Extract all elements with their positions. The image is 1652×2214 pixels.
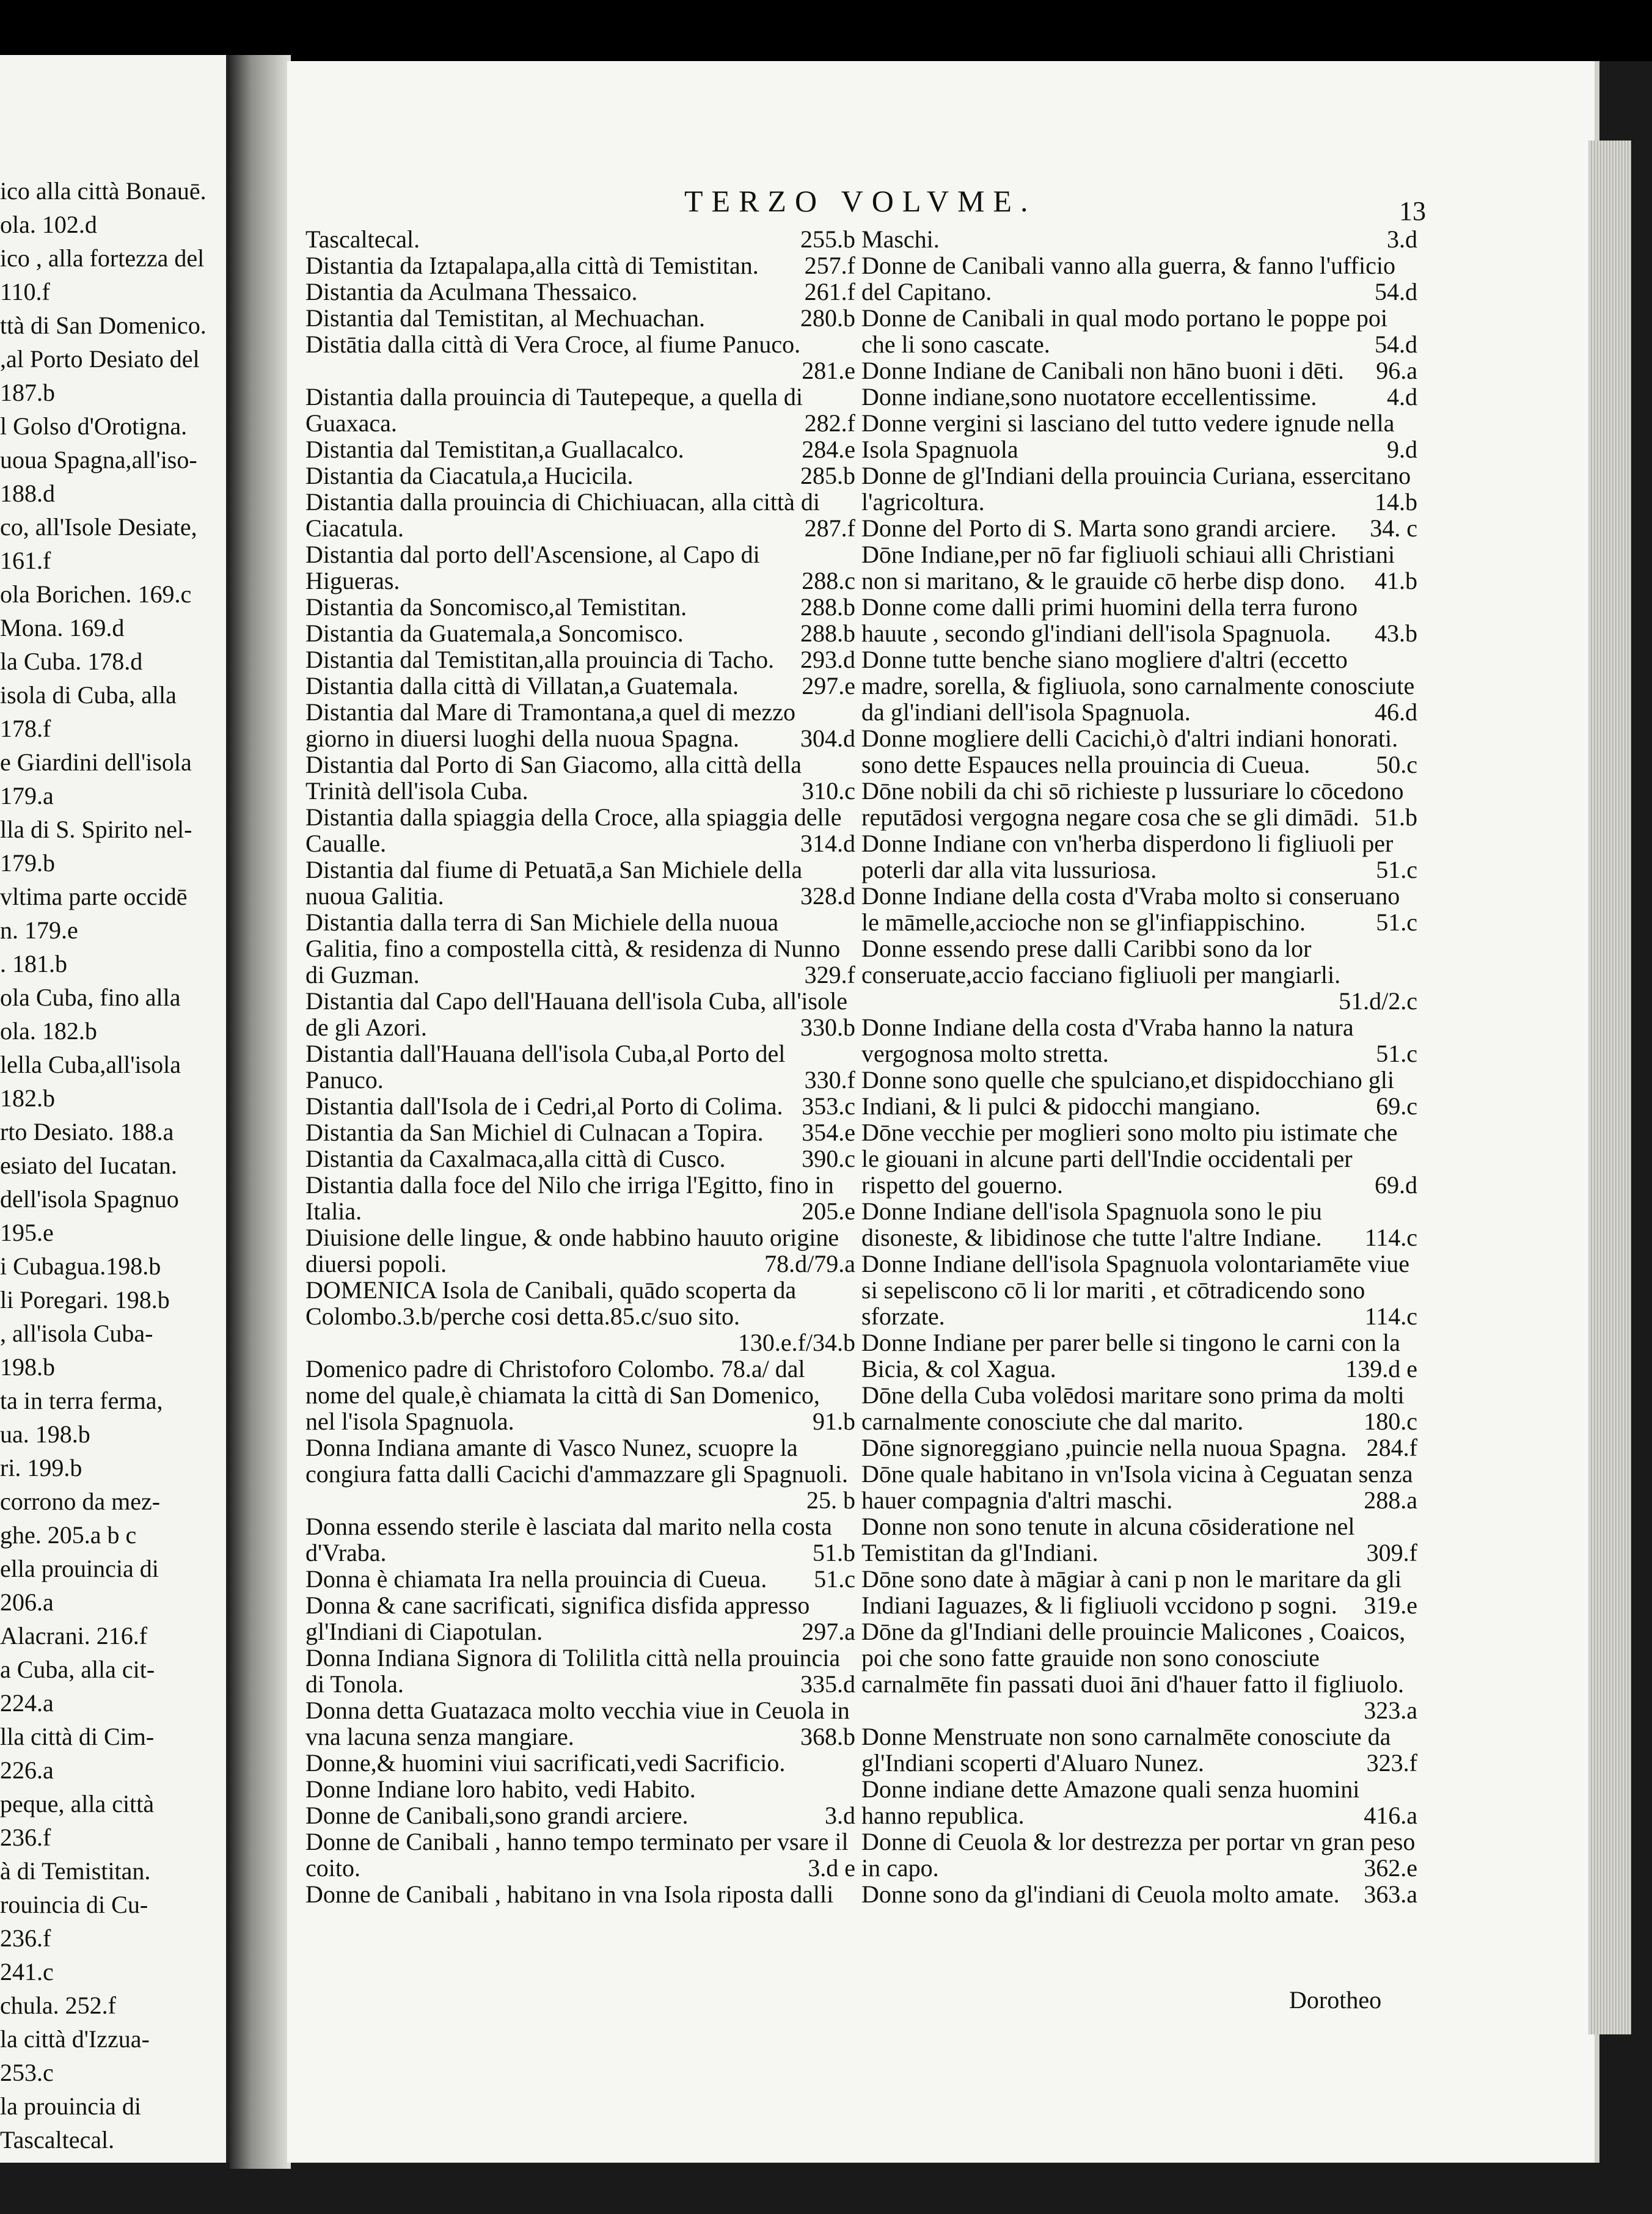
entry-text: Donne Indiane dell'isola Spagnuola volontariamēte viue si sepeliscono cō li lor mariti , et cōtradicendo sono sforzate. [861, 1250, 1409, 1330]
entry-reference: 353.c [802, 1092, 855, 1120]
entry-text: Donne Indiane con vn'herba disperdono li figliuoli per poterli dar alla vita lussuriosa. [861, 830, 1394, 883]
index-entry [305, 1119, 855, 1145]
left-page-line: lla città di Cim- [0, 1723, 155, 1750]
left-page-line: 161.f [0, 547, 51, 574]
index-entry [861, 778, 1417, 830]
entry-reference: 25. b [806, 1486, 855, 1514]
entry-text: Donne indiane,sono nuotatore eccellentissime. [861, 383, 1317, 411]
entry-reference: 3.d e [808, 1854, 855, 1882]
left-page-line: lella Cuba,all'isola [0, 1051, 181, 1078]
entry-text: Donne Indiane de Canibali non hāno buoni i dēti. [861, 357, 1344, 384]
left-page-line: ghe. 205.a b c [0, 1521, 137, 1549]
index-entry [305, 909, 855, 988]
entry-reference: 285.b [800, 462, 855, 489]
index-entry [861, 410, 1417, 462]
entry-text: Distātia dalla città di Vera Croce, al fiume Panuco. [305, 331, 801, 358]
index-entry [305, 1881, 855, 1907]
index-entry [305, 1093, 855, 1119]
index-entry [861, 725, 1417, 778]
entry-reference: 288.a [1364, 1486, 1417, 1514]
entry-text: Distantia da Caxalmaca,alla città di Cusco. [305, 1145, 726, 1172]
entry-text: Donne sono quelle che spulciano,et dispidocchiano gli Indiani, & li pulci & pidocchi mangiano. [861, 1066, 1395, 1120]
entry-reference: 41.b [1375, 567, 1417, 594]
left-page-line: rto Desiato. 188.a [0, 1118, 174, 1145]
entry-text: Distantia dal Capo dell'Hauana dell'isola Cuba, all'isole de gli Azori. [305, 987, 847, 1041]
entry-reference: 4.d [1387, 383, 1417, 411]
index-entry [861, 515, 1417, 541]
index-entry [305, 1592, 855, 1645]
entry-text: Donne sono da gl'indiani di Ceuola molto amate. [861, 1880, 1340, 1908]
left-page-line: ,al Porto Desiato del [0, 345, 200, 373]
entry-reference: 51.c [1376, 856, 1417, 883]
entry-reference: 310.c [802, 777, 855, 805]
left-page-line: vltima parte occidē [0, 883, 188, 910]
entry-reference: 323.f [1366, 1749, 1417, 1777]
entry-text: Donne del Porto di S. Marta sono grandi arciere. [861, 514, 1337, 542]
left-page-line: ttà di San Domenico. [0, 312, 206, 339]
left-page-line: li Poregari. 198.b [0, 1286, 170, 1313]
entry-text: Donna Indiana Signora di Tolilitla città nella prouincia di Tonola. [305, 1644, 841, 1698]
entry-text: Dōne da gl'Indiani delle prouincie Malicones , Coaicos, poi che sono fatte grauide non sono conosciute carnalmēte fin passati duoi āni d'hauer fatto il figliuolo. [861, 1618, 1406, 1698]
index-entry [305, 1356, 855, 1434]
entry-reference: 363.a [1364, 1880, 1417, 1908]
entry-text: Donne Indiane della costa d'Vraba hanno la natura vergognosa molto stretta. [861, 1014, 1354, 1067]
book-gutter [230, 55, 291, 2169]
left-page-line: lla di S. Spirito nel- [0, 816, 192, 843]
entry-reference: 50.c [1376, 751, 1417, 778]
index-entry [861, 883, 1417, 935]
entry-reference: 288.b [800, 593, 855, 621]
index-entry [861, 830, 1417, 883]
entry-reference: 330.b [800, 1014, 855, 1041]
entry-text: Dōne della Cuba volēdosi maritare sono prima da molti carnalmente conosciute che dal marito. [861, 1381, 1405, 1435]
entry-text: Dōne quale habitano in vn'Isola vicina à Ceguatan senza hauer compagnia d'altri maschi. [861, 1460, 1413, 1514]
book-edge [0, 0, 1652, 61]
index-entry [305, 673, 855, 699]
entry-reference: 130.e.f/34.b [737, 1329, 855, 1356]
index-entry [305, 331, 855, 384]
left-page-line: 253.c [0, 2059, 54, 2086]
index-entry [305, 1776, 855, 1802]
index-entry [861, 1067, 1417, 1119]
entry-reference: 293.d [800, 646, 855, 673]
index-entry [861, 1198, 1417, 1251]
entry-text: Donne tutte benche siano mogliere d'altri (eccetto madre, sorella, & figliuola, sono carnalmente conosciute da gl'indiani dell'isola Spagnuola. [861, 646, 1415, 726]
entry-text: Donna Indiana amante di Vasco Nunez, scuopre la congiura fatta dalli Cacichi d'ammazzare gli Spagnuoli. [305, 1434, 848, 1488]
index-entry [305, 305, 855, 331]
left-page-line: corrono da mez- [0, 1488, 161, 1515]
index-column-right [861, 226, 1417, 1907]
index-entry [861, 935, 1417, 1014]
entry-reference: 284.f [1366, 1434, 1417, 1461]
entry-text: Distantia dall'Hauana dell'isola Cuba,al Porto del Panuco. [305, 1040, 786, 1094]
entry-text: Donne Indiane della costa d'Vraba molto si conseruano le māmelle,accioche non se gl'infiappischino. [861, 882, 1400, 936]
index-entry [305, 1224, 855, 1277]
entry-text: Distantia da Soncomisco,al Temistitan. [305, 593, 687, 621]
entry-text: Donne de Canibali in qual modo portano le poppe poi che li sono cascate. [861, 304, 1387, 358]
entry-reference: 368.b [800, 1723, 855, 1750]
index-entry [861, 462, 1417, 515]
left-page-line: ri. 199.b [0, 1454, 82, 1481]
left-page-line: ola Borichen. 169.c [0, 580, 192, 608]
left-page-line: Alacrani. 216.f [0, 1622, 148, 1650]
index-entry [305, 279, 855, 305]
index-entry [305, 594, 855, 620]
entry-text: Tascaltecal. [305, 225, 420, 253]
index-entry [861, 1829, 1417, 1881]
entry-reference: 416.a [1364, 1802, 1417, 1829]
index-entry [861, 594, 1417, 646]
entry-reference: 14.b [1375, 488, 1417, 516]
entry-reference: 284.e [802, 436, 855, 463]
index-entry [305, 620, 855, 646]
entry-reference: 319.e [1364, 1591, 1417, 1619]
left-page-line: ola. 102.d [0, 211, 97, 238]
entry-reference: 287.f [804, 514, 855, 542]
entry-text: Distantia da Ciacatula,a Hucicila. [305, 462, 634, 489]
left-page-line: 179.b [0, 849, 55, 877]
left-page-line: 110.f [0, 278, 50, 305]
index-entry [861, 1566, 1417, 1618]
index-entry [305, 436, 855, 462]
entry-reference: 288.c [802, 567, 855, 594]
entry-reference: 304.d [800, 725, 855, 752]
entry-reference: 297.e [802, 672, 855, 700]
left-page-line: 178.f [0, 715, 51, 742]
entry-reference: 43.b [1375, 619, 1417, 647]
index-entry [861, 1461, 1417, 1513]
index-entry [305, 1434, 855, 1513]
entry-reference: 78.d/79.a [764, 1250, 855, 1277]
index-entry [861, 1776, 1417, 1829]
entry-text: Distantia da San Michiel di Culnacan a Topira. [305, 1119, 764, 1146]
entry-reference: 282.f [804, 409, 855, 437]
left-page-line: 198.b [0, 1353, 55, 1381]
entry-text: Distantia dalla prouincia di Tautepeque, a quella di Guaxaca. [305, 383, 803, 437]
entry-text: Donne de gl'Indiani della prouincia Curiana, essercitano l'agricoltura. [861, 462, 1411, 516]
index-entry [861, 305, 1417, 357]
entry-reference: 69.d [1375, 1171, 1417, 1199]
left-page-line: l Golso d'Orotigna. [0, 412, 188, 440]
entry-text: Donne essendo prese dalli Caribbi sono da lor conseruate,accio facciano figliuoli per mangiarli. [861, 935, 1341, 988]
entry-reference: 114.c [1364, 1224, 1417, 1251]
page-number: 13 [1399, 196, 1426, 226]
entry-text: Donne de Canibali vanno alla guerra, & fanno l'ufficio del Capitano. [861, 252, 1395, 305]
entry-reference: 314.d [800, 830, 855, 857]
index-entry [305, 1277, 855, 1356]
entry-reference: 281.e [802, 357, 855, 384]
index-entry [305, 1802, 855, 1829]
left-page-line: e Giardini dell'isola [0, 748, 192, 776]
entry-text: Distantia dalla città di Villatan,a Guatemala. [305, 672, 739, 700]
entry-reference: 354.e [802, 1119, 855, 1146]
entry-reference: 329.f [804, 961, 855, 988]
left-page-line: 188.d [0, 480, 55, 507]
entry-text: Distantia dal Temistitan, al Mechuachan. [305, 304, 706, 332]
index-entry [861, 1723, 1417, 1776]
entry-text: Distantia da Iztapalapa,alla città di Temistitan. [305, 252, 759, 279]
entry-reference: 139.d e [1345, 1355, 1417, 1383]
index-column-left [305, 226, 855, 1907]
left-page-line: n. 179.e [0, 916, 78, 944]
entry-reference: 51.b [813, 1539, 855, 1566]
running-header: TERZO VOLVME. [684, 184, 1037, 218]
entry-reference: 255.b [800, 225, 855, 253]
entry-reference: 335.d [800, 1670, 855, 1698]
index-entry [305, 751, 855, 804]
entry-reference: 34. c [1370, 514, 1417, 542]
entry-reference: 309.f [1366, 1539, 1417, 1566]
left-page-line: ico , alla fortezza del [0, 244, 205, 272]
left-page-line: Mona. 169.d [0, 614, 125, 641]
left-page-line: , all'isola Cuba- [0, 1320, 153, 1347]
index-entry [305, 384, 855, 436]
index-entry [305, 1513, 855, 1566]
entry-text: Distantia dal Mare di Tramontana,a quel di mezzo giorno in diuersi luoghi della nuoua Spagna. [305, 698, 796, 752]
entry-reference: 96.a [1376, 357, 1417, 384]
index-entry [305, 1172, 855, 1224]
left-page-line: isola di Cuba, alla [0, 681, 177, 709]
entry-reference: 9.d [1387, 436, 1417, 463]
catchword: Dorotheo [1289, 1986, 1382, 2014]
left-page-line: la Cuba. 178.d [0, 648, 143, 675]
entry-text: Distantia da Guatemala,a Soncomisco. [305, 619, 684, 647]
left-page-line: a Cuba, alla cit- [0, 1656, 155, 1683]
left-page-line: 224.a [0, 1689, 54, 1717]
index-entry [305, 1566, 855, 1592]
index-entry [861, 357, 1417, 384]
index-entry [861, 1014, 1417, 1067]
entry-reference: 51.b [1375, 803, 1417, 831]
left-page-line: co, all'Isole Desiate, [0, 513, 197, 541]
index-entry [861, 1513, 1417, 1566]
left-page-line: ua. 198.b [0, 1420, 90, 1448]
entry-text: Dōne signoreggiano ,puincie nella nuoua Spagna. [861, 1434, 1347, 1461]
left-page-line: 241.c [0, 1958, 54, 1986]
entry-reference: 280.b [800, 304, 855, 332]
entry-text: Donne Menstruate non sono carnalmēte conosciute da gl'Indiani scoperti d'Aluaro Nunez. [861, 1723, 1391, 1777]
left-page-line: ola. 182.b [0, 1017, 97, 1045]
entry-reference: 69.c [1376, 1092, 1417, 1120]
entry-text: Distantia dalla foce del Nilo che irriga l'Egitto, fino in Italia. [305, 1171, 834, 1225]
entry-text: Donne di Ceuola & lor destrezza per portar vn gran peso in capo. [861, 1828, 1416, 1882]
entry-text: Dōne vecchie per moglieri sono molto piu istimate che le giouani in alcune parti dell'Indie occidentali per rispetto del gouerno. [861, 1119, 1398, 1199]
left-page-line: rouincia di Cu- [0, 1891, 148, 1918]
left-page-line: . 181.b [0, 950, 67, 977]
entry-reference: 51.c [814, 1565, 855, 1593]
entry-text: Distantia dall'Isola de i Cedri,al Porto di Colima. [305, 1092, 783, 1120]
entry-reference: 3.d [825, 1802, 855, 1829]
left-page-line: uoua Spagna,all'iso- [0, 446, 197, 473]
entry-reference: 54.d [1375, 278, 1417, 305]
left-page-line: 226.a [0, 1756, 54, 1784]
left-page-fragment [0, 55, 230, 2163]
entry-text: Donne non sono tenute in alcuna cōsideratione nel Temistitan da gl'Indiani. [861, 1513, 1355, 1566]
entry-reference: 297.a [802, 1618, 855, 1645]
entry-reference: 180.c [1364, 1408, 1417, 1435]
entry-text: Distantia dal fiume di Petuatā,a San Michiele della nuoua Galitia. [305, 856, 803, 910]
left-page-line: dell'isola Spagnuo [0, 1185, 179, 1213]
page-edges [1588, 141, 1631, 2034]
index-entry [305, 489, 855, 541]
entry-text: Distantia dal Temistitan,a Guallacalco. [305, 436, 684, 463]
entry-text: Distantia dal Porto di San Giacomo, alla città della Trinità dell'isola Cuba. [305, 751, 802, 805]
entry-text: Donne vergini si lasciano del tutto vedere ignude nella Isola Spagnuola [861, 409, 1395, 463]
entry-reference: 51.c [1376, 1040, 1417, 1067]
index-entry [861, 252, 1417, 305]
entry-reference: 257.f [804, 252, 855, 279]
entry-text: Donna è chiamata Ira nella prouincia di Cueua. [305, 1565, 767, 1593]
index-entry [861, 541, 1417, 594]
left-page-line: à di Temistitan. [0, 1857, 151, 1885]
left-page-line: ico alla città Bonauē. [0, 177, 206, 205]
entry-text: Distantia dal porto dell'Ascensione, al Capo di Higueras. [305, 541, 760, 594]
left-page-line: chula. 252.f [0, 1992, 116, 2019]
index-entry [861, 1434, 1417, 1461]
index-entry [305, 1645, 855, 1697]
entry-reference: 51.d/2.c [1339, 987, 1417, 1015]
entry-text: Donna detta Guatazaca molto vecchia viue in Ceuola in vna lacuna senza mangiare. [305, 1697, 850, 1750]
left-page-line: ella prouincia di [0, 1555, 159, 1582]
index-entry [305, 226, 855, 252]
entry-text: Domenico padre di Christoforo Colombo. 78.a/ dal nome del quale,è chiamata la città di San Domenico, nel l'isola Spagnuola. [305, 1355, 820, 1435]
entry-text: Distantia dalla prouincia di Chichiuacan, alla città di Ciacatula. [305, 488, 820, 542]
entry-reference: 261.f [804, 278, 855, 305]
entry-text: Donne,& huomini viui sacrificati,vedi Sacrificio. [305, 1749, 786, 1777]
index-entry [305, 804, 855, 857]
entry-text: Donne Indiane per parer belle si tingono le carni con la Bicia, & col Xagua. [861, 1329, 1400, 1383]
entry-text: Donne come dalli primi huomini della terra furono hauute , secondo gl'indiani dell'isola Spagnuola. [861, 593, 1358, 647]
entry-text: Distantia dal Temistitan,alla prouincia di Tacho. [305, 646, 775, 673]
index-entry [305, 1829, 855, 1881]
entry-reference: 328.d [800, 882, 855, 910]
entry-text: Donne indiane dette Amazone quali senza huomini hanno republica. [861, 1775, 1360, 1829]
entry-text: Dōne Indiane,per nō far figliuoli schiaui alli Christiani non si maritano, & le grauide cō herbe disp dono. [861, 541, 1395, 594]
entry-reference: 362.e [1364, 1854, 1417, 1882]
index-entry [305, 988, 855, 1040]
left-page-line: i Cubagua.198.b [0, 1252, 161, 1280]
entry-text: Distantia dalla terra di San Michiele della nuoua Galitia, fino a compostella città, & residenza di Nunno di Guzman. [305, 908, 841, 988]
entry-text: Donne de Canibali , habitano in vna Isola riposta dalli [305, 1880, 834, 1908]
entry-reference: 91.b [813, 1408, 855, 1435]
index-entry [861, 1382, 1417, 1434]
entry-reference: 390.c [802, 1145, 855, 1172]
entry-text: Diuisione delle lingue, & onde habbino hauuto origine diuersi popoli. [305, 1224, 839, 1277]
left-page-line: esiato del Iucatan. [0, 1152, 177, 1179]
index-entry [305, 462, 855, 489]
index-entry [861, 384, 1417, 410]
entry-text: Donne de Canibali,sono grandi arciere. [305, 1802, 689, 1829]
left-page-line: 206.a [0, 1588, 54, 1616]
left-page-line: 179.a [0, 782, 54, 809]
left-page-line: 195.e [0, 1219, 54, 1246]
entry-text: Distantia dalla spiaggia della Croce, alla spiaggia delle Caualle. [305, 803, 842, 857]
index-entry [305, 1040, 855, 1093]
entry-text: Donne mogliere delli Cacichi,ò d'altri indiani honorati. sono dette Espauces nella prouincia di Cueua. [861, 725, 1398, 778]
entry-reference: 114.c [1364, 1302, 1417, 1330]
left-page-line: 182.b [0, 1084, 55, 1112]
entry-reference: 323.a [1364, 1697, 1417, 1724]
entry-text: Donne de Canibali , hanno tempo terminato per vsare il coito. [305, 1828, 849, 1882]
entry-reference: 3.d [1387, 225, 1417, 253]
entry-text: Maschi. [861, 225, 940, 253]
left-page-line: ta in terra ferma, [0, 1387, 163, 1414]
index-entry [861, 1881, 1417, 1907]
entry-text: DOMENICA Isola de Canibali, quādo scoperta da Colombo.3.b/perche cosi detta.85.c/suo sito. [305, 1276, 797, 1330]
entry-text: Donna essendo sterile è lasciata dal marito nella costa d'Vraba. [305, 1513, 832, 1566]
entry-reference: 51.c [1376, 908, 1417, 936]
index-entry [305, 646, 855, 673]
entry-reference: 330.f [804, 1066, 855, 1094]
index-entry [305, 1145, 855, 1172]
entry-text: Distantia da Aculmana Thessaico. [305, 278, 638, 305]
left-page-line: 236.f [0, 1824, 51, 1851]
index-entry [305, 541, 855, 594]
entry-reference: 46.d [1375, 698, 1417, 726]
entry-reference: 288.b [800, 619, 855, 647]
entry-text: Donne Indiane dell'isola Spagnuola sono le piu disoneste, & libidinose che tutte l'altre Indiane. [861, 1197, 1322, 1251]
entry-text: Donna & cane sacrificati, significa disfida appresso gl'Indiani di Ciapotulan. [305, 1591, 810, 1645]
entry-reference: 205.e [802, 1197, 855, 1225]
left-page-line: Tascaltecal. [0, 2126, 115, 2154]
index-entry [861, 1119, 1417, 1198]
index-entry [305, 1697, 855, 1750]
entry-text: Dōne sono date à māgiar à cani p non le maritare da gli Indiani Iaguazes, & li figliuoli vccidono p sogni. [861, 1565, 1402, 1619]
index-entry [861, 226, 1417, 252]
index-entry [305, 1750, 855, 1776]
entry-text: Dōne nobili da chi sō richieste p lussuriare lo cōcedono reputādosi vergogna negare cosa che se gli dimādi. [861, 777, 1404, 831]
left-page-line: ola Cuba, fino alla [0, 984, 181, 1011]
index-entry [861, 1329, 1417, 1382]
index-entry [861, 1251, 1417, 1329]
left-page-line: la città d'Izzua- [0, 2025, 150, 2053]
index-entry [861, 1618, 1417, 1723]
index-entry [305, 699, 855, 751]
index-entry [305, 252, 855, 279]
entry-text: Donne Indiane loro habito, vedi Habito. [305, 1775, 696, 1803]
left-page-line: peque, alla città [0, 1790, 155, 1818]
index-entry [861, 646, 1417, 725]
left-page-line: la prouincia di [0, 2092, 142, 2120]
entry-reference: 54.d [1375, 331, 1417, 358]
left-page-line: 236.f [0, 1924, 51, 1952]
index-entry [305, 857, 855, 909]
left-page-line: 187.b [0, 379, 55, 406]
